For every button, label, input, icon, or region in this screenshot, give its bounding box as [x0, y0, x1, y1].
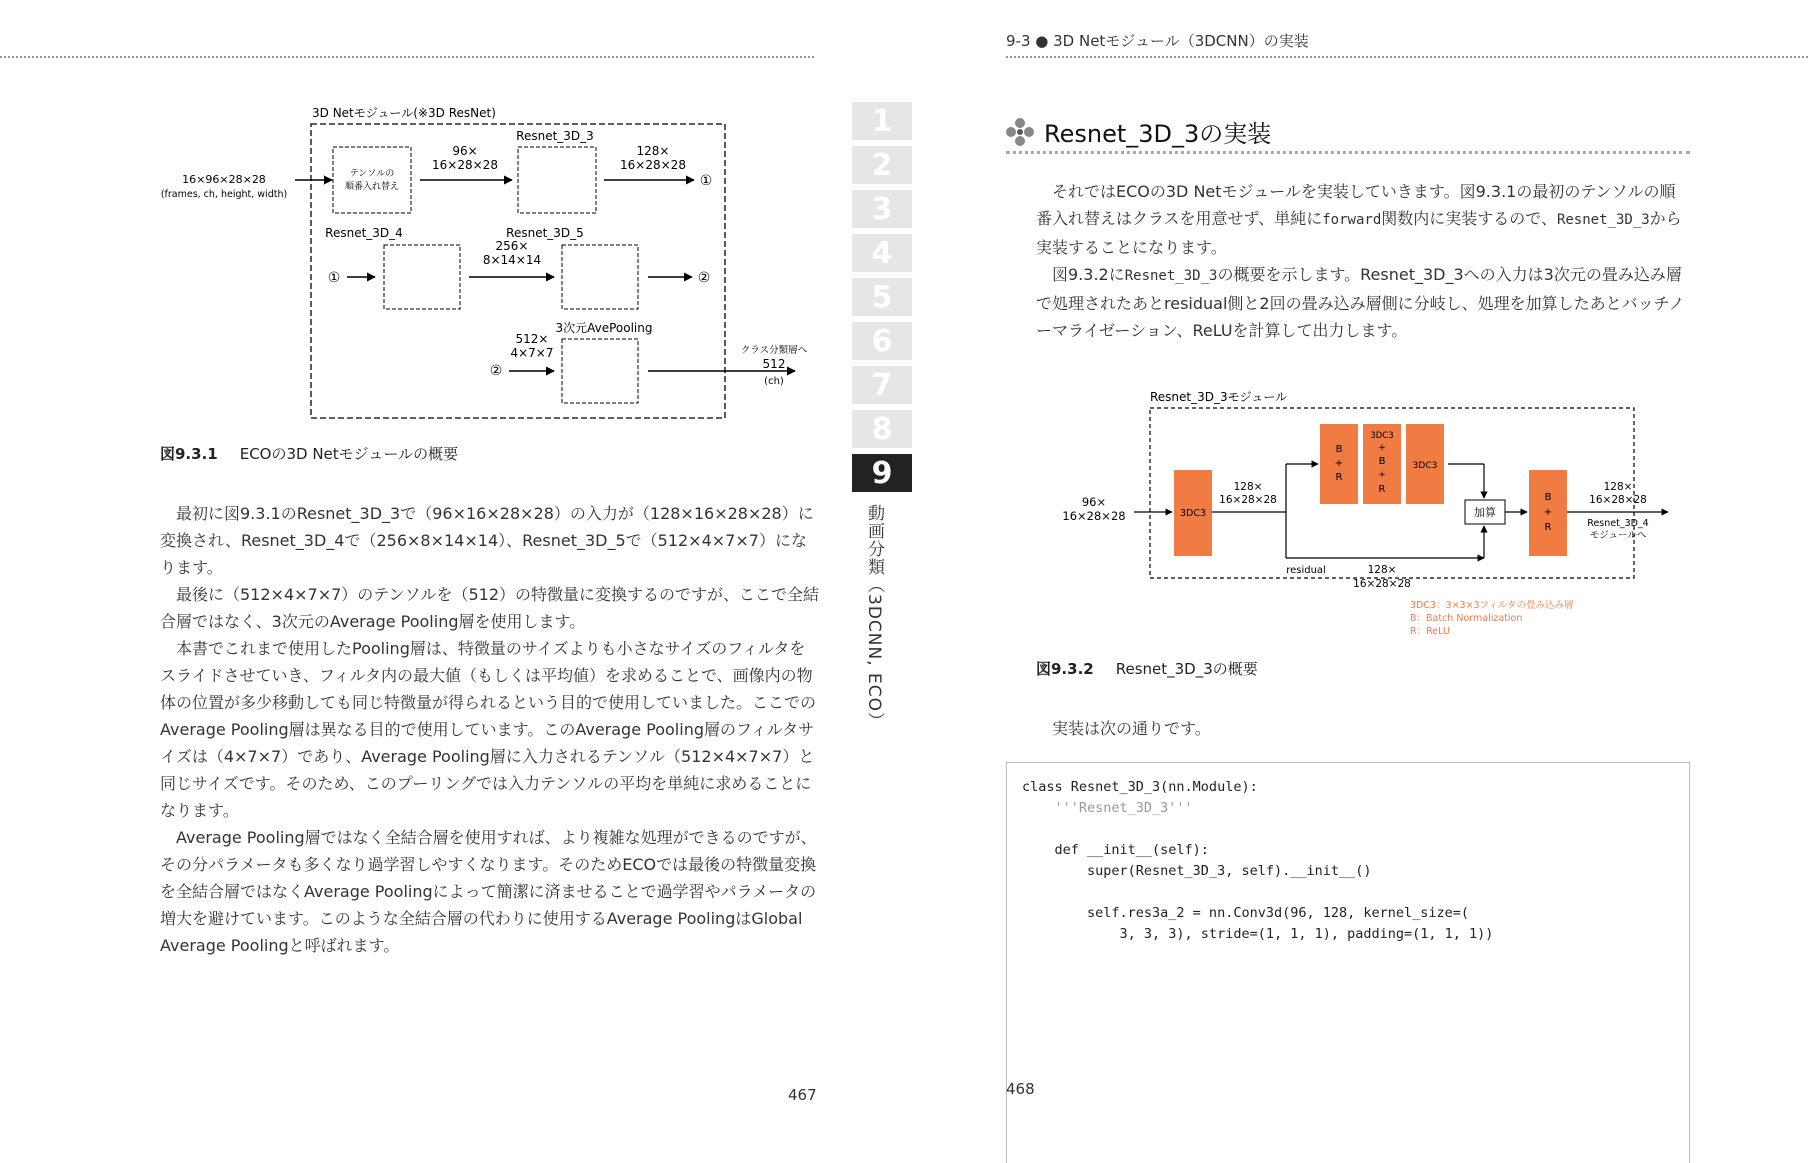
fig1-block-avgpool — [562, 339, 638, 403]
fig2-stack-3dc3: 3DC3 — [1370, 431, 1394, 441]
fig1-mark1-a: ① — [699, 173, 713, 189]
chapter-tab-6[interactable]: 6 — [852, 322, 912, 360]
right-p1-a: それではECOの3D Netモジュールを実装していきます。図9.3.1の最初のテンソルの順番入れ替えはクラスを用意せず、単純に — [1036, 182, 1676, 228]
code-line-4: def __init__(self): — [1022, 842, 1209, 858]
right-body-text — [1036, 178, 1690, 344]
chapter-tab-5[interactable]: 5 — [852, 278, 912, 316]
fig2-stack-plus2: + — [1378, 470, 1386, 480]
right-paragraph-2 — [1036, 261, 1690, 344]
right-p1-b: 関数内に実装するので、 — [1381, 209, 1557, 228]
right-p1-c: から実装することになります。 — [1036, 209, 1682, 257]
running-head: 9-3 ● 3D Netモジュール（3DCNN）の実装 — [1006, 32, 1309, 50]
fig1-input-label: 16×96×28×28 — [182, 173, 266, 186]
fig1-arrow1-l2: 16×28×28 — [432, 158, 498, 172]
code-line-2: '''Resnet_3D_3''' — [1022, 800, 1193, 816]
section-title-rule — [1006, 151, 1690, 154]
fig2-block-3dc3-input-label: 3DC3 — [1179, 508, 1207, 519]
fig2-residual-label: residual — [1286, 565, 1326, 576]
fig2-out-l3: Resnet_3D_4 — [1587, 518, 1649, 529]
fig1-block-3d4-label: Resnet_3D_4 — [325, 226, 403, 240]
code-block — [1006, 762, 1690, 1163]
left-paragraph-2: 最後に（512×4×7×7）のテンソルを（512）の特徴量に変換するのですが、ここで全結合層ではなく、3次元のAverage Pooling層を使用します。 — [160, 585, 820, 631]
code-line-8: 3, 3, 3), stride=(1, 1, 1), padding=(1, 1, 1)) — [1022, 926, 1494, 942]
fig2-legend-1: 3DC3：3×3×3フィルタの畳み込み層 — [1410, 600, 1574, 611]
left-header-rule — [0, 56, 814, 58]
fig2-legend-3: R：ReLU — [1410, 626, 1450, 637]
fig2-out-plus: + — [1543, 507, 1553, 518]
fig2-frame-title: Resnet_3D_3モジュール — [1150, 390, 1288, 404]
section-bullet-icon — [1004, 116, 1036, 148]
chapter-tab-9-active[interactable]: 9 — [852, 454, 912, 492]
fig1-mark1-b: ① — [327, 270, 341, 286]
fig1-permute-box — [333, 147, 411, 213]
fig1-block-3d3-label: Resnet_3D_3 — [516, 129, 594, 143]
figure2-caption-num: 図9.3.2 — [1036, 660, 1094, 678]
chapter-tab-1[interactable]: 1 — [852, 102, 912, 140]
fig1-arrow4-l2: 4×7×7 — [510, 346, 554, 360]
chapter-tab-2[interactable]: 2 — [852, 146, 912, 184]
fig2-br-b: B — [1335, 444, 1343, 455]
fig1-permute-text-1: テンソルの — [349, 169, 395, 179]
chapter-tab-3[interactable]: 3 — [852, 190, 912, 228]
fig2-out-b: B — [1544, 492, 1552, 503]
figure-resnet-3d-3 — [1056, 384, 1676, 644]
fig2-block-3dc3-branch-label: 3DC3 — [1412, 461, 1438, 471]
right-page-number: 468 — [1006, 1080, 1035, 1098]
fig2-br-plus: + — [1334, 458, 1344, 469]
right-p1-code-forward: forward — [1322, 212, 1382, 228]
figure1-caption-text: ECOの3D Netモジュールの概要 — [239, 445, 459, 463]
fig1-arrow4-l1: 512× — [515, 332, 549, 346]
fig2-out-l1: 128× — [1603, 481, 1633, 493]
chapter-tab-8[interactable]: 8 — [852, 410, 912, 448]
fig2-stack-plus1: + — [1378, 443, 1386, 453]
right-p2-code: Resnet_3D_3 — [1124, 268, 1218, 284]
fig1-out-l2: 512 — [762, 357, 786, 371]
fig1-arrow3-l1: 256× — [495, 239, 529, 253]
fig1-out-l3: (ch) — [764, 376, 784, 387]
figure2-caption — [1036, 658, 1258, 679]
fig2-mid-l1: 128× — [1233, 481, 1263, 493]
fig2-stack-r: R — [1378, 484, 1386, 495]
right-p2-b: の概要を示します。Resnet_3D_3への入力は3次元の畳み込み層で処理されたあとresidual側と2回の畳み込み層側に分岐し、処理を加算したあとバッチノーマライゼーション、ReLUを計算して出力します。 — [1036, 265, 1685, 340]
fig1-block-3d5-label: Resnet_3D_5 — [506, 226, 584, 240]
fig1-block-3d5 — [562, 245, 638, 309]
fig2-res-l1: 128× — [1367, 564, 1397, 576]
fig2-out-l2: 16×28×28 — [1589, 494, 1647, 506]
impl-text-block — [1036, 715, 1690, 742]
chapter-tab-4[interactable]: 4 — [852, 234, 912, 272]
fig1-input-sub: (frames, ch, height, width) — [160, 189, 288, 200]
left-paragraph-1: 最初に図9.3.1のResnet_3D_3で（96×16×28×28）の入力が（128×16×28×28）に変換され、Resnet_3D_4で（256×8×14×14）、Resnet_3D_5で（512×4×7×7）になります。 — [160, 504, 814, 577]
left-paragraph-3: 本書でこれまで使用したPooling層は、特徴量のサイズよりも小さなサイズのフィルタをスライドさせていき、フィルタ内の最大値（もしくは平均値）を求めることで、画像内の物体の位置が多少移動しても同じ特徴量が得られるという目的で使用していました。ここでのAverage Pooling層は異なる目的で使用しています。このAverage Pooling層のフィルタサイズは（4×7×7）であり、Average Pooling層に入力されるテンソル（512×4×7×7）と同じサイズです。そのため、このプーリングでは入力テンソルの平均を単純に求めることになります。 — [160, 639, 817, 820]
right-paragraph-1 — [1036, 178, 1690, 261]
fig1-arrow2-l1: 128× — [636, 144, 670, 158]
fig2-add-label: 加算 — [1474, 506, 1496, 519]
right-p2-a: 図9.3.2に — [1052, 265, 1125, 284]
fig2-stack-b: B — [1378, 456, 1386, 467]
right-p1-code-class: Resnet_3D_3 — [1556, 212, 1650, 228]
figure1-caption-num: 図9.3.1 — [160, 445, 218, 463]
chapter-vertical-label: 動画分類（3DCNN, ECO） — [864, 504, 884, 731]
fig1-avgpool-label: 3次元AvePooling — [555, 321, 653, 335]
fig1-mark2-b: ② — [489, 363, 503, 379]
fig2-br-r: R — [1335, 472, 1343, 483]
figure-3d-net-module — [160, 100, 810, 430]
fig2-res-l2: 16×28×28 — [1353, 578, 1411, 590]
figure2-caption-text: Resnet_3D_3の概要 — [1115, 660, 1258, 678]
impl-text: 実装は次の通りです。 — [1052, 719, 1211, 738]
section-title: Resnet_3D_3の実装 — [1044, 120, 1272, 148]
figure1-caption — [160, 443, 458, 464]
code-line-7: self.res3a_2 = nn.Conv3d(96, 128, kernel_size=( — [1022, 905, 1470, 921]
fig1-arrow2-l2: 16×28×28 — [620, 158, 686, 172]
fig1-permute-text-2: 順番入れ替え — [344, 182, 400, 192]
code-line-5: super(Resnet_3D_3, self).__init__() — [1022, 863, 1372, 879]
fig1-arrow3-l2: 8×14×14 — [482, 253, 542, 267]
fig1-out-l1: クラス分類層へ — [740, 345, 808, 356]
fig2-mid-l2: 16×28×28 — [1219, 494, 1277, 506]
fig2-out-l4: モジュールへ — [1589, 530, 1647, 541]
fig2-out-r: R — [1544, 522, 1552, 533]
fig2-legend-2: B：Batch Normalization — [1410, 613, 1523, 624]
fig2-input-l2: 16×28×28 — [1062, 509, 1126, 523]
fig1-frame-title: 3D Netモジュール(※3D ResNet) — [312, 106, 496, 120]
fig1-block-3d4 — [384, 245, 460, 309]
left-body-text — [160, 500, 820, 959]
fig1-mark2-a: ② — [697, 270, 711, 286]
code-line-1: class Resnet_3D_3(nn.Module): — [1022, 779, 1258, 795]
fig2-input-l1: 96× — [1081, 495, 1107, 509]
right-header-rule — [1006, 56, 1808, 58]
left-page-number: 467 — [788, 1086, 817, 1104]
fig1-arrow1-l1: 96× — [452, 144, 478, 158]
chapter-tab-7[interactable]: 7 — [852, 366, 912, 404]
fig1-block-3d3 — [518, 147, 596, 213]
left-paragraph-4: Average Pooling層ではなく全結合層を使用すれば、より複雑な処理ができるのですが、その分パラメータも多くなり過学習しやすくなります。そのためECOでは最後の特徴量変換を全結合層ではなくAverage Poolingによって簡潔に済ませることで過学習やパラメータの増大を避けています。このような全結合層の代わりに使用するAverage PoolingはGlobal Average Poolingと呼ばれます。 — [160, 828, 817, 955]
